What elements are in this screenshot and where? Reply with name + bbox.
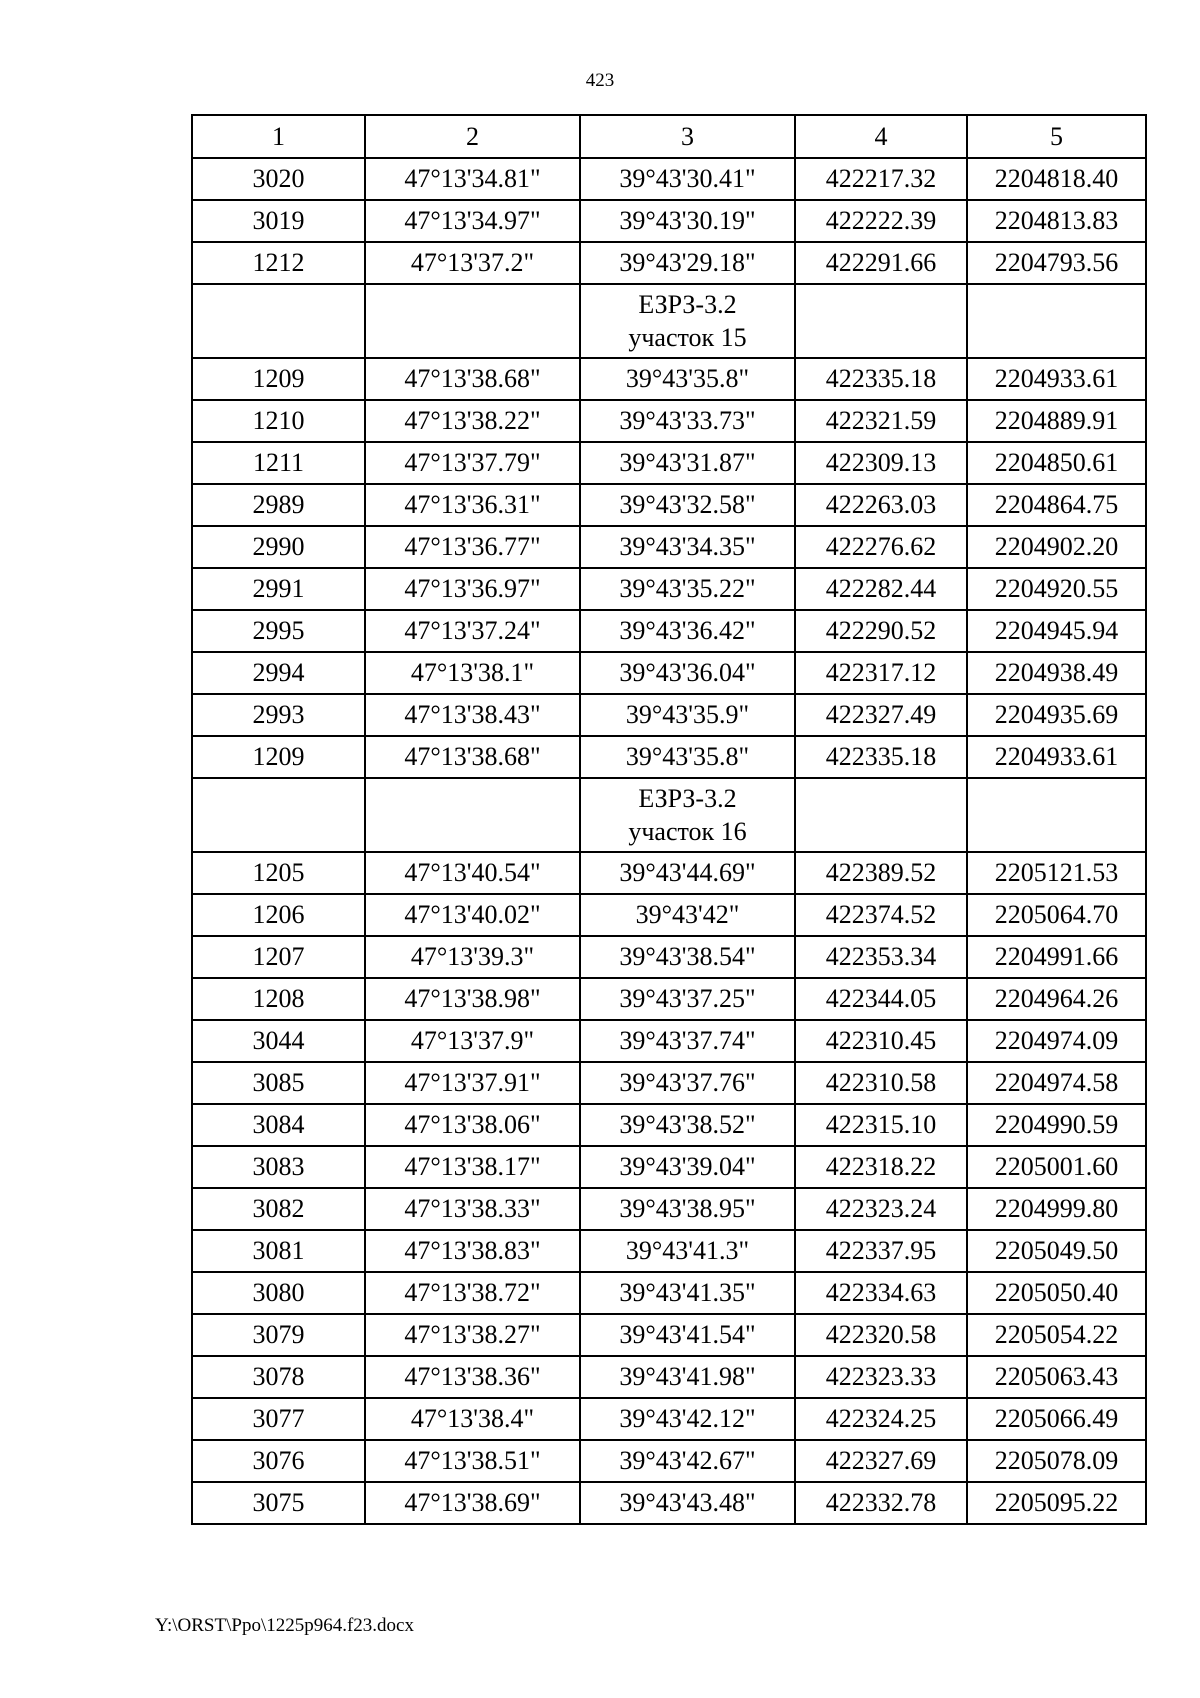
y-coordinate-cell: 2205121.53	[967, 852, 1146, 894]
x-coordinate-cell: 422318.22	[795, 1146, 967, 1188]
point-number-cell: 3079	[192, 1314, 365, 1356]
table-row	[192, 610, 1146, 652]
point-number-cell: 2990	[192, 526, 365, 568]
column-header-3: 3	[580, 115, 795, 158]
longitude-cell: 39°43'35.8"	[580, 358, 795, 400]
y-coordinate-cell: 2205001.60	[967, 1146, 1146, 1188]
x-coordinate-cell: 422321.59	[795, 400, 967, 442]
x-coordinate-cell: 422263.03	[795, 484, 967, 526]
point-number-cell: 3085	[192, 1062, 365, 1104]
table-row	[192, 1314, 1146, 1356]
longitude-cell: 39°43'37.74"	[580, 1020, 795, 1062]
point-number-cell: 1206	[192, 894, 365, 936]
latitude-cell: 47°13'38.4"	[365, 1398, 580, 1440]
column-header-2: 2	[365, 115, 580, 158]
y-coordinate-cell: 2204999.80	[967, 1188, 1146, 1230]
latitude-cell: 47°13'40.54"	[365, 852, 580, 894]
latitude-cell: 47°13'38.27"	[365, 1314, 580, 1356]
longitude-cell: 39°43'41.54"	[580, 1314, 795, 1356]
x-coordinate-cell: 422374.52	[795, 894, 967, 936]
y-coordinate-cell: 2204850.61	[967, 442, 1146, 484]
empty-cell	[795, 778, 967, 852]
table-row	[192, 242, 1146, 284]
x-coordinate-cell: 422323.24	[795, 1188, 967, 1230]
y-coordinate-cell: 2204935.69	[967, 694, 1146, 736]
table-row	[192, 978, 1146, 1020]
table-row	[192, 568, 1146, 610]
x-coordinate-cell: 422389.52	[795, 852, 967, 894]
table-row	[192, 852, 1146, 894]
y-coordinate-cell: 2205066.49	[967, 1398, 1146, 1440]
latitude-cell: 47°13'37.2"	[365, 242, 580, 284]
latitude-cell: 47°13'38.68"	[365, 358, 580, 400]
latitude-cell: 47°13'38.68"	[365, 736, 580, 778]
point-number-cell: 3078	[192, 1356, 365, 1398]
table-row	[192, 526, 1146, 568]
longitude-cell: 39°43'32.58"	[580, 484, 795, 526]
latitude-cell: 47°13'37.9"	[365, 1020, 580, 1062]
table-row	[192, 400, 1146, 442]
table-row	[192, 1356, 1146, 1398]
table-row	[192, 936, 1146, 978]
longitude-cell: 39°43'37.76"	[580, 1062, 795, 1104]
point-number-cell: 1211	[192, 442, 365, 484]
x-coordinate-cell: 422309.13	[795, 442, 967, 484]
point-number-cell: 1207	[192, 936, 365, 978]
y-coordinate-cell: 2205095.22	[967, 1482, 1146, 1524]
latitude-cell: 47°13'37.79"	[365, 442, 580, 484]
table-row	[192, 1440, 1146, 1482]
longitude-cell: 39°43'30.41"	[580, 158, 795, 200]
point-number-cell: 3082	[192, 1188, 365, 1230]
table-header-row	[192, 115, 1146, 158]
empty-cell	[192, 778, 365, 852]
table-row	[192, 358, 1146, 400]
y-coordinate-cell: 2204793.56	[967, 242, 1146, 284]
y-coordinate-cell: 2204974.09	[967, 1020, 1146, 1062]
y-coordinate-cell: 2204902.20	[967, 526, 1146, 568]
section-title-cell	[580, 284, 795, 358]
y-coordinate-cell: 2204889.91	[967, 400, 1146, 442]
longitude-cell: 39°43'35.22"	[580, 568, 795, 610]
table-row	[192, 1146, 1146, 1188]
point-number-cell: 1212	[192, 242, 365, 284]
x-coordinate-cell: 422282.44	[795, 568, 967, 610]
latitude-cell: 47°13'38.72"	[365, 1272, 580, 1314]
table-row	[192, 1230, 1146, 1272]
column-header-1: 1	[192, 115, 365, 158]
longitude-cell: 39°43'39.04"	[580, 1146, 795, 1188]
latitude-cell: 47°13'40.02"	[365, 894, 580, 936]
table-row	[192, 1104, 1146, 1146]
latitude-cell: 47°13'38.33"	[365, 1188, 580, 1230]
point-number-cell: 3081	[192, 1230, 365, 1272]
latitude-cell: 47°13'38.69"	[365, 1482, 580, 1524]
table-row	[192, 484, 1146, 526]
longitude-cell: 39°43'29.18"	[580, 242, 795, 284]
point-number-cell: 3084	[192, 1104, 365, 1146]
table-row	[192, 1188, 1146, 1230]
x-coordinate-cell: 422327.69	[795, 1440, 967, 1482]
longitude-cell: 39°43'41.3"	[580, 1230, 795, 1272]
point-number-cell: 2989	[192, 484, 365, 526]
x-coordinate-cell: 422310.45	[795, 1020, 967, 1062]
table-row	[192, 1020, 1146, 1062]
y-coordinate-cell: 2204933.61	[967, 736, 1146, 778]
empty-cell	[365, 778, 580, 852]
y-coordinate-cell: 2205049.50	[967, 1230, 1146, 1272]
x-coordinate-cell: 422337.95	[795, 1230, 967, 1272]
y-coordinate-cell: 2204933.61	[967, 358, 1146, 400]
y-coordinate-cell: 2205078.09	[967, 1440, 1146, 1482]
longitude-cell: 39°43'31.87"	[580, 442, 795, 484]
point-number-cell: 2995	[192, 610, 365, 652]
y-coordinate-cell: 2204818.40	[967, 158, 1146, 200]
y-coordinate-cell: 2204945.94	[967, 610, 1146, 652]
point-number-cell: 1210	[192, 400, 365, 442]
longitude-cell: 39°43'42.12"	[580, 1398, 795, 1440]
point-number-cell: 3044	[192, 1020, 365, 1062]
longitude-cell: 39°43'33.73"	[580, 400, 795, 442]
y-coordinate-cell: 2205054.22	[967, 1314, 1146, 1356]
y-coordinate-cell: 2204920.55	[967, 568, 1146, 610]
longitude-cell: 39°43'30.19"	[580, 200, 795, 242]
x-coordinate-cell: 422335.18	[795, 358, 967, 400]
section-header-row	[192, 284, 1146, 358]
latitude-cell: 47°13'37.91"	[365, 1062, 580, 1104]
x-coordinate-cell: 422344.05	[795, 978, 967, 1020]
point-number-cell: 1209	[192, 736, 365, 778]
footer-file-path: Y:\ORST\Ppo\1225p964.f23.docx	[155, 1615, 414, 1636]
x-coordinate-cell: 422323.33	[795, 1356, 967, 1398]
longitude-cell: 39°43'41.35"	[580, 1272, 795, 1314]
x-coordinate-cell: 422291.66	[795, 242, 967, 284]
longitude-cell: 39°43'34.35"	[580, 526, 795, 568]
table-row	[192, 652, 1146, 694]
x-coordinate-cell: 422276.62	[795, 526, 967, 568]
x-coordinate-cell: 422327.49	[795, 694, 967, 736]
point-number-cell: 3080	[192, 1272, 365, 1314]
y-coordinate-cell: 2205064.70	[967, 894, 1146, 936]
latitude-cell: 47°13'38.22"	[365, 400, 580, 442]
x-coordinate-cell: 422320.58	[795, 1314, 967, 1356]
empty-cell	[365, 284, 580, 358]
table-row	[192, 1272, 1146, 1314]
latitude-cell: 47°13'38.83"	[365, 1230, 580, 1272]
y-coordinate-cell: 2205063.43	[967, 1356, 1146, 1398]
point-number-cell: 1205	[192, 852, 365, 894]
page-number: 423	[585, 70, 615, 91]
latitude-cell: 47°13'38.51"	[365, 1440, 580, 1482]
latitude-cell: 47°13'38.36"	[365, 1356, 580, 1398]
table-row	[192, 158, 1146, 200]
longitude-cell: 39°43'42.67"	[580, 1440, 795, 1482]
y-coordinate-cell: 2204974.58	[967, 1062, 1146, 1104]
x-coordinate-cell: 422222.39	[795, 200, 967, 242]
point-number-cell: 3075	[192, 1482, 365, 1524]
longitude-cell: 39°43'38.52"	[580, 1104, 795, 1146]
point-number-cell: 2993	[192, 694, 365, 736]
longitude-cell: 39°43'35.8"	[580, 736, 795, 778]
section-plot-label: участок 16	[628, 817, 747, 846]
x-coordinate-cell: 422324.25	[795, 1398, 967, 1440]
x-coordinate-cell: 422290.52	[795, 610, 967, 652]
point-number-cell: 1208	[192, 978, 365, 1020]
longitude-cell: 39°43'38.95"	[580, 1188, 795, 1230]
column-header-5: 5	[967, 115, 1146, 158]
x-coordinate-cell: 422317.12	[795, 652, 967, 694]
latitude-cell: 47°13'34.97"	[365, 200, 580, 242]
latitude-cell: 47°13'34.81"	[365, 158, 580, 200]
section-plot-label: участок 15	[628, 323, 747, 352]
point-number-cell: 3083	[192, 1146, 365, 1188]
longitude-cell: 39°43'44.69"	[580, 852, 795, 894]
section-zone-label: ЕЗРЗ-3.2	[638, 784, 737, 813]
x-coordinate-cell: 422315.10	[795, 1104, 967, 1146]
point-number-cell: 3076	[192, 1440, 365, 1482]
section-title-cell	[580, 778, 795, 852]
x-coordinate-cell: 422310.58	[795, 1062, 967, 1104]
longitude-cell: 39°43'35.9"	[580, 694, 795, 736]
table-row	[192, 442, 1146, 484]
table-row	[192, 736, 1146, 778]
table-body	[192, 158, 1146, 1524]
table-row	[192, 1398, 1146, 1440]
y-coordinate-cell: 2204864.75	[967, 484, 1146, 526]
point-number-cell: 3019	[192, 200, 365, 242]
table-row	[192, 694, 1146, 736]
latitude-cell: 47°13'37.24"	[365, 610, 580, 652]
latitude-cell: 47°13'36.31"	[365, 484, 580, 526]
column-header-4: 4	[795, 115, 967, 158]
point-number-cell: 1209	[192, 358, 365, 400]
latitude-cell: 47°13'38.17"	[365, 1146, 580, 1188]
y-coordinate-cell: 2204813.83	[967, 200, 1146, 242]
y-coordinate-cell: 2204938.49	[967, 652, 1146, 694]
x-coordinate-cell: 422353.34	[795, 936, 967, 978]
coordinates-table	[191, 114, 1147, 1525]
point-number-cell: 2991	[192, 568, 365, 610]
longitude-cell: 39°43'37.25"	[580, 978, 795, 1020]
empty-cell	[192, 284, 365, 358]
x-coordinate-cell: 422334.63	[795, 1272, 967, 1314]
y-coordinate-cell: 2204991.66	[967, 936, 1146, 978]
latitude-cell: 47°13'38.06"	[365, 1104, 580, 1146]
longitude-cell: 39°43'38.54"	[580, 936, 795, 978]
latitude-cell: 47°13'36.77"	[365, 526, 580, 568]
empty-cell	[795, 284, 967, 358]
section-header-row	[192, 778, 1146, 852]
point-number-cell: 3020	[192, 158, 365, 200]
y-coordinate-cell: 2204964.26	[967, 978, 1146, 1020]
longitude-cell: 39°43'43.48"	[580, 1482, 795, 1524]
empty-cell	[967, 284, 1146, 358]
table-row	[192, 894, 1146, 936]
longitude-cell: 39°43'36.04"	[580, 652, 795, 694]
y-coordinate-cell: 2205050.40	[967, 1272, 1146, 1314]
latitude-cell: 47°13'36.97"	[365, 568, 580, 610]
latitude-cell: 47°13'38.43"	[365, 694, 580, 736]
table-row	[192, 1482, 1146, 1524]
table-row	[192, 1062, 1146, 1104]
point-number-cell: 2994	[192, 652, 365, 694]
latitude-cell: 47°13'39.3"	[365, 936, 580, 978]
x-coordinate-cell: 422217.32	[795, 158, 967, 200]
empty-cell	[967, 778, 1146, 852]
section-zone-label: ЕЗРЗ-3.2	[638, 290, 737, 319]
x-coordinate-cell: 422335.18	[795, 736, 967, 778]
longitude-cell: 39°43'42"	[580, 894, 795, 936]
y-coordinate-cell: 2204990.59	[967, 1104, 1146, 1146]
x-coordinate-cell: 422332.78	[795, 1482, 967, 1524]
longitude-cell: 39°43'36.42"	[580, 610, 795, 652]
table-row	[192, 200, 1146, 242]
latitude-cell: 47°13'38.1"	[365, 652, 580, 694]
point-number-cell: 3077	[192, 1398, 365, 1440]
latitude-cell: 47°13'38.98"	[365, 978, 580, 1020]
longitude-cell: 39°43'41.98"	[580, 1356, 795, 1398]
